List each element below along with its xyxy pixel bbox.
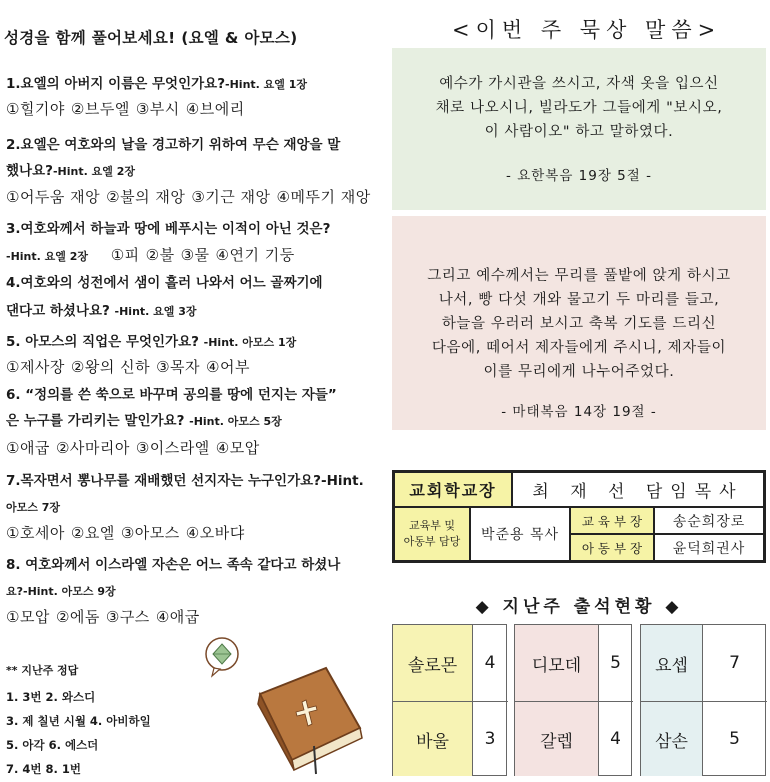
question-6: 6. “정의를 쓴 쑥으로 바꾸며 공의를 땅에 던지는 자들” (6, 387, 337, 403)
question-8-cont: 요?-Hint. 아모스 9장 (6, 585, 116, 598)
answer-line: 7. 4번 8. 1번 (6, 762, 81, 776)
question-1-options: ①힐기야 ②브두엘 ③부시 ④브에리 (6, 100, 245, 118)
question-7-options: ①호세아 ②요엘 ③아모스 ④오바댜 (6, 524, 245, 542)
class-name: 디모데 (515, 625, 599, 701)
last-week-verse-box (392, 216, 766, 430)
question-6-options: ①애굽 ②사마리아 ③이스라엘 ④모압 (6, 439, 260, 457)
class-count: 4 (484, 653, 496, 673)
question-7: 7.목자면서 뽕나무를 재배했던 선지자는 누구인가요?-Hint. (6, 473, 364, 489)
question-8-options: ①모압 ②에돔 ③구스 ④애굽 (6, 608, 200, 626)
verse-reference: - 마태복음 14장 19절 - (501, 404, 657, 420)
question-2: 2.요엘은 여호와의 날을 경고하기 위하여 무슨 재앙을 말 (6, 137, 341, 153)
class-name: 갈렙 (515, 702, 599, 776)
class-name: 삼손 (641, 702, 703, 776)
edu-head-label: 교 육 부 장 (570, 507, 654, 534)
question-2-options: ①어두움 재앙 ②불의 재앙 ③기근 재앙 ④메뚜기 재앙 (6, 188, 371, 206)
question-3-options: ①피 ②불 ③물 ④연기 기둥 (110, 246, 295, 264)
speech-bubble-icon (206, 638, 238, 676)
answer-line: 1. 3번 2. 와스디 (6, 690, 96, 704)
edu-dept-label: 교육부 및 아동부 담당 (394, 507, 470, 561)
class-name: 솔로몬 (393, 625, 473, 701)
attendance-card (514, 624, 632, 776)
class-count: 5 (610, 653, 621, 673)
answer-line: 3. 제 칠년 시월 4. 아비하일 (6, 714, 151, 728)
verse-line: 나서, 빵 다섯 개와 물고기 두 마리를 들고, (438, 292, 720, 308)
attendance-card (640, 624, 766, 776)
class-count: 7 (729, 653, 740, 673)
verse-line: 다음에, 떼어서 제자들에게 주시니, 제자들이 (431, 340, 727, 356)
edu-head-name: 송순희장로 (654, 507, 764, 534)
kids-head-label: 아 동 부 장 (570, 534, 654, 561)
class-count: 5 (729, 729, 740, 749)
question-1: 1.요엘의 아버지 이름은 무엇인가요?-Hint. 요엘 1장 (6, 76, 308, 92)
question-3-cont: -Hint. 요엘 2장 ①피 ②불 ③물 ④연기 기둥 (6, 246, 301, 266)
question-6-cont: 은 누구를 가리키는 말인가요? -Hint. 아모스 5장 (6, 413, 282, 429)
attendance-title: ◆ 지난주 출석현황 ◆ (475, 597, 683, 617)
last-week-answers-title: ** 지난주 정답 (6, 664, 79, 677)
class-name: 요셉 (641, 625, 703, 701)
verse-line: 채로 나오시니, 빌라도가 그들에게 "보시오, (435, 100, 723, 116)
attendance-card (392, 624, 507, 776)
class-count: 3 (484, 729, 496, 749)
question-5-options: ①제사장 ②왕의 신하 ③목자 ④어부 (6, 358, 250, 376)
class-count: 4 (610, 729, 621, 749)
verse-line: 이를 무리에게 나누어주었다. (483, 364, 675, 380)
principal-name: 최 재 선 담임목사 (512, 472, 764, 507)
book-icon (258, 668, 362, 774)
question-5: 5. 아모스의 직업은 무엇인가요? -Hint. 아모스 1장 (6, 334, 297, 350)
verse-line: 그리고 예수께서는 무리를 풀밭에 앉게 하시고 (427, 268, 731, 284)
question-2-cont: 했나요?-Hint. 요엘 2장 (6, 163, 135, 179)
verse-line: 하늘을 우러러 보시고 축복 기도를 드리신 (441, 316, 717, 332)
question-4-cont: 댄다고 하셨나요? -Hint. 요엘 3장 (6, 303, 197, 319)
principal-label: 교회학교장 (394, 472, 512, 507)
staff-table (392, 470, 766, 563)
this-week-heading: <이번 주 묵상 말씀> (452, 18, 722, 42)
edu-dept-name: 박준용 목사 (470, 507, 570, 561)
question-4: 4.여호와의 성전에서 샘이 흘러 나와서 어느 골짜기에 (6, 275, 323, 291)
question-3: 3.여호와께서 하늘과 땅에 베푸시는 이적이 아닌 것은? (6, 221, 331, 237)
question-8: 8. 여호와께서 이스라엘 자손은 어느 족속 같다고 하셨나 (6, 557, 341, 573)
verse-reference: - 요한복음 19장 5절 - (506, 168, 652, 184)
verse-line: 예수가 가시관을 쓰시고, 자색 옷을 입으신 (439, 76, 719, 92)
kids-head-name: 윤덕희권사 (654, 534, 764, 561)
this-week-verse-box (392, 48, 766, 210)
answer-line: 5. 아각 6. 에스더 (6, 738, 99, 752)
verse-line: 이 사람이오" 하고 말하였다. (484, 124, 674, 140)
quiz-title: 성경을 함께 풀어보세요! (요엘 & 아모스) (4, 29, 298, 47)
question-7-cont: 아모스 7장 (6, 501, 60, 514)
class-name: 바울 (393, 702, 473, 776)
bible-illustration (198, 636, 368, 776)
